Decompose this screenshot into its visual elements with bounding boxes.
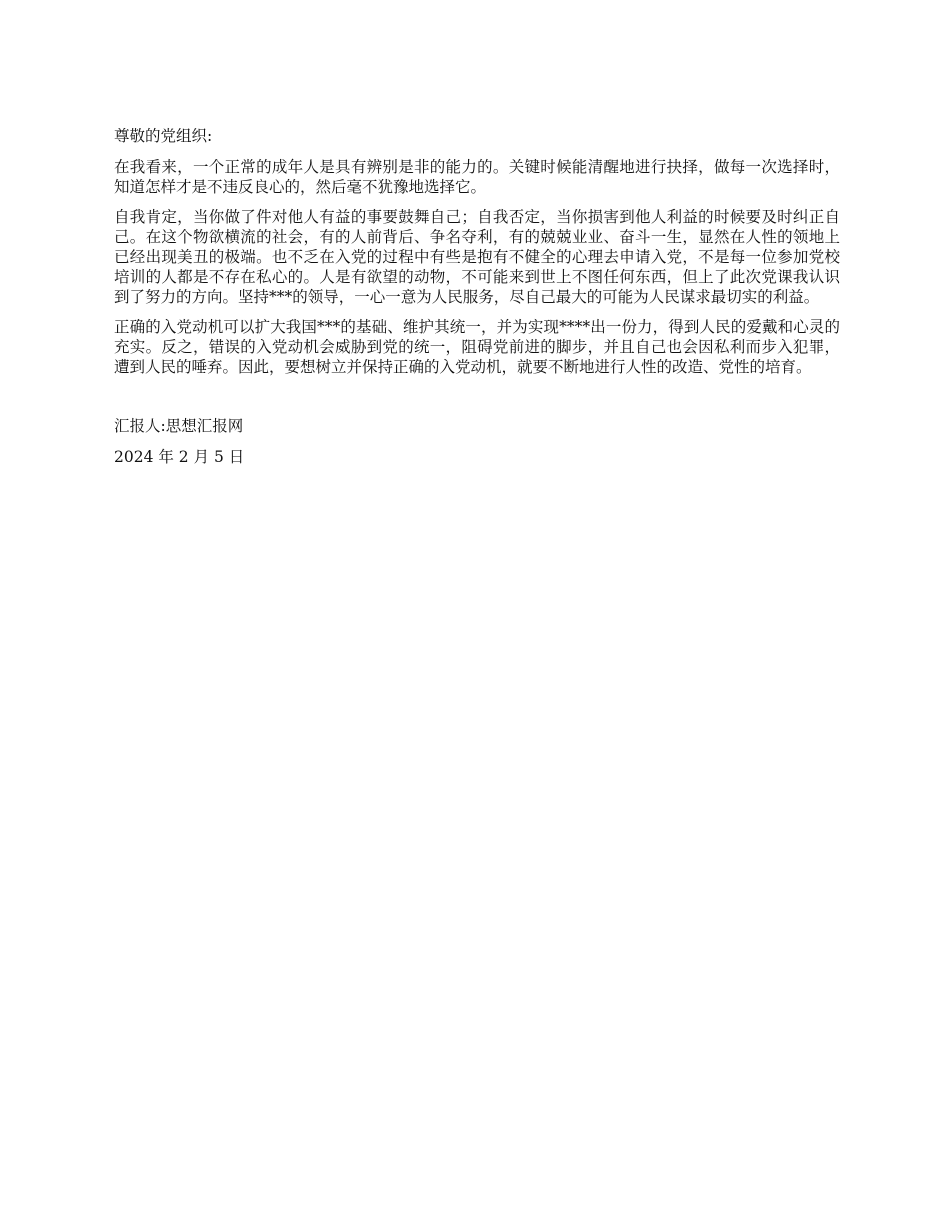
reporter-signature: 汇报人:思想汇报网 xyxy=(114,417,244,435)
letter-greeting: 尊敬的党组织: xyxy=(114,127,213,145)
report-date: 2024 年 2 月 5 日 xyxy=(114,448,245,466)
paragraph-1: 在我看来，一个正常的成年人是具有辨别是非的能力的。关键时候能清醒地进行抉择，做每一次选择时，知道怎样才是不违反良心的，然后毫不犹豫地选择它。 xyxy=(114,158,840,196)
paragraph-3: 正确的入党动机可以扩大我国***的基础、维护其统一，并为实现****出一份力，得到人民的爱戴和心灵的充实。反之，错误的入党动机会威胁到党的统一，阻碍党前进的脚步，并且自己也会因私利而步入犯罪，遭到人民的唾弃。因此，要想树立并保持正确的入党动机，就要不断地进行人性的改造、党性的培育。 xyxy=(114,318,840,376)
letter-body xyxy=(114,126,840,467)
signature-spacer xyxy=(114,387,840,416)
paragraph-2: 自我肯定，当你做了件对他人有益的事要鼓舞自己；自我否定，当你损害到他人利益的时候要及时纠正自己。在这个物欲横流的社会，有的人前背后、争名夺利，有的兢兢业业、奋斗一生，显然在人性的领地上已经出现美丑的极端。也不乏在入党的过程中有些是抱有不健全的心理去申请入党，不是每一位参加党校培训的人都是不存在私心的。人是有欲望的动物，不可能来到世上不图任何东西，但上了此次党课我认识到了努力的方向。坚持***的领导，一心一意为人民服务，尽自己最大的可能为人民谋求最切实的利益。 xyxy=(114,208,840,306)
